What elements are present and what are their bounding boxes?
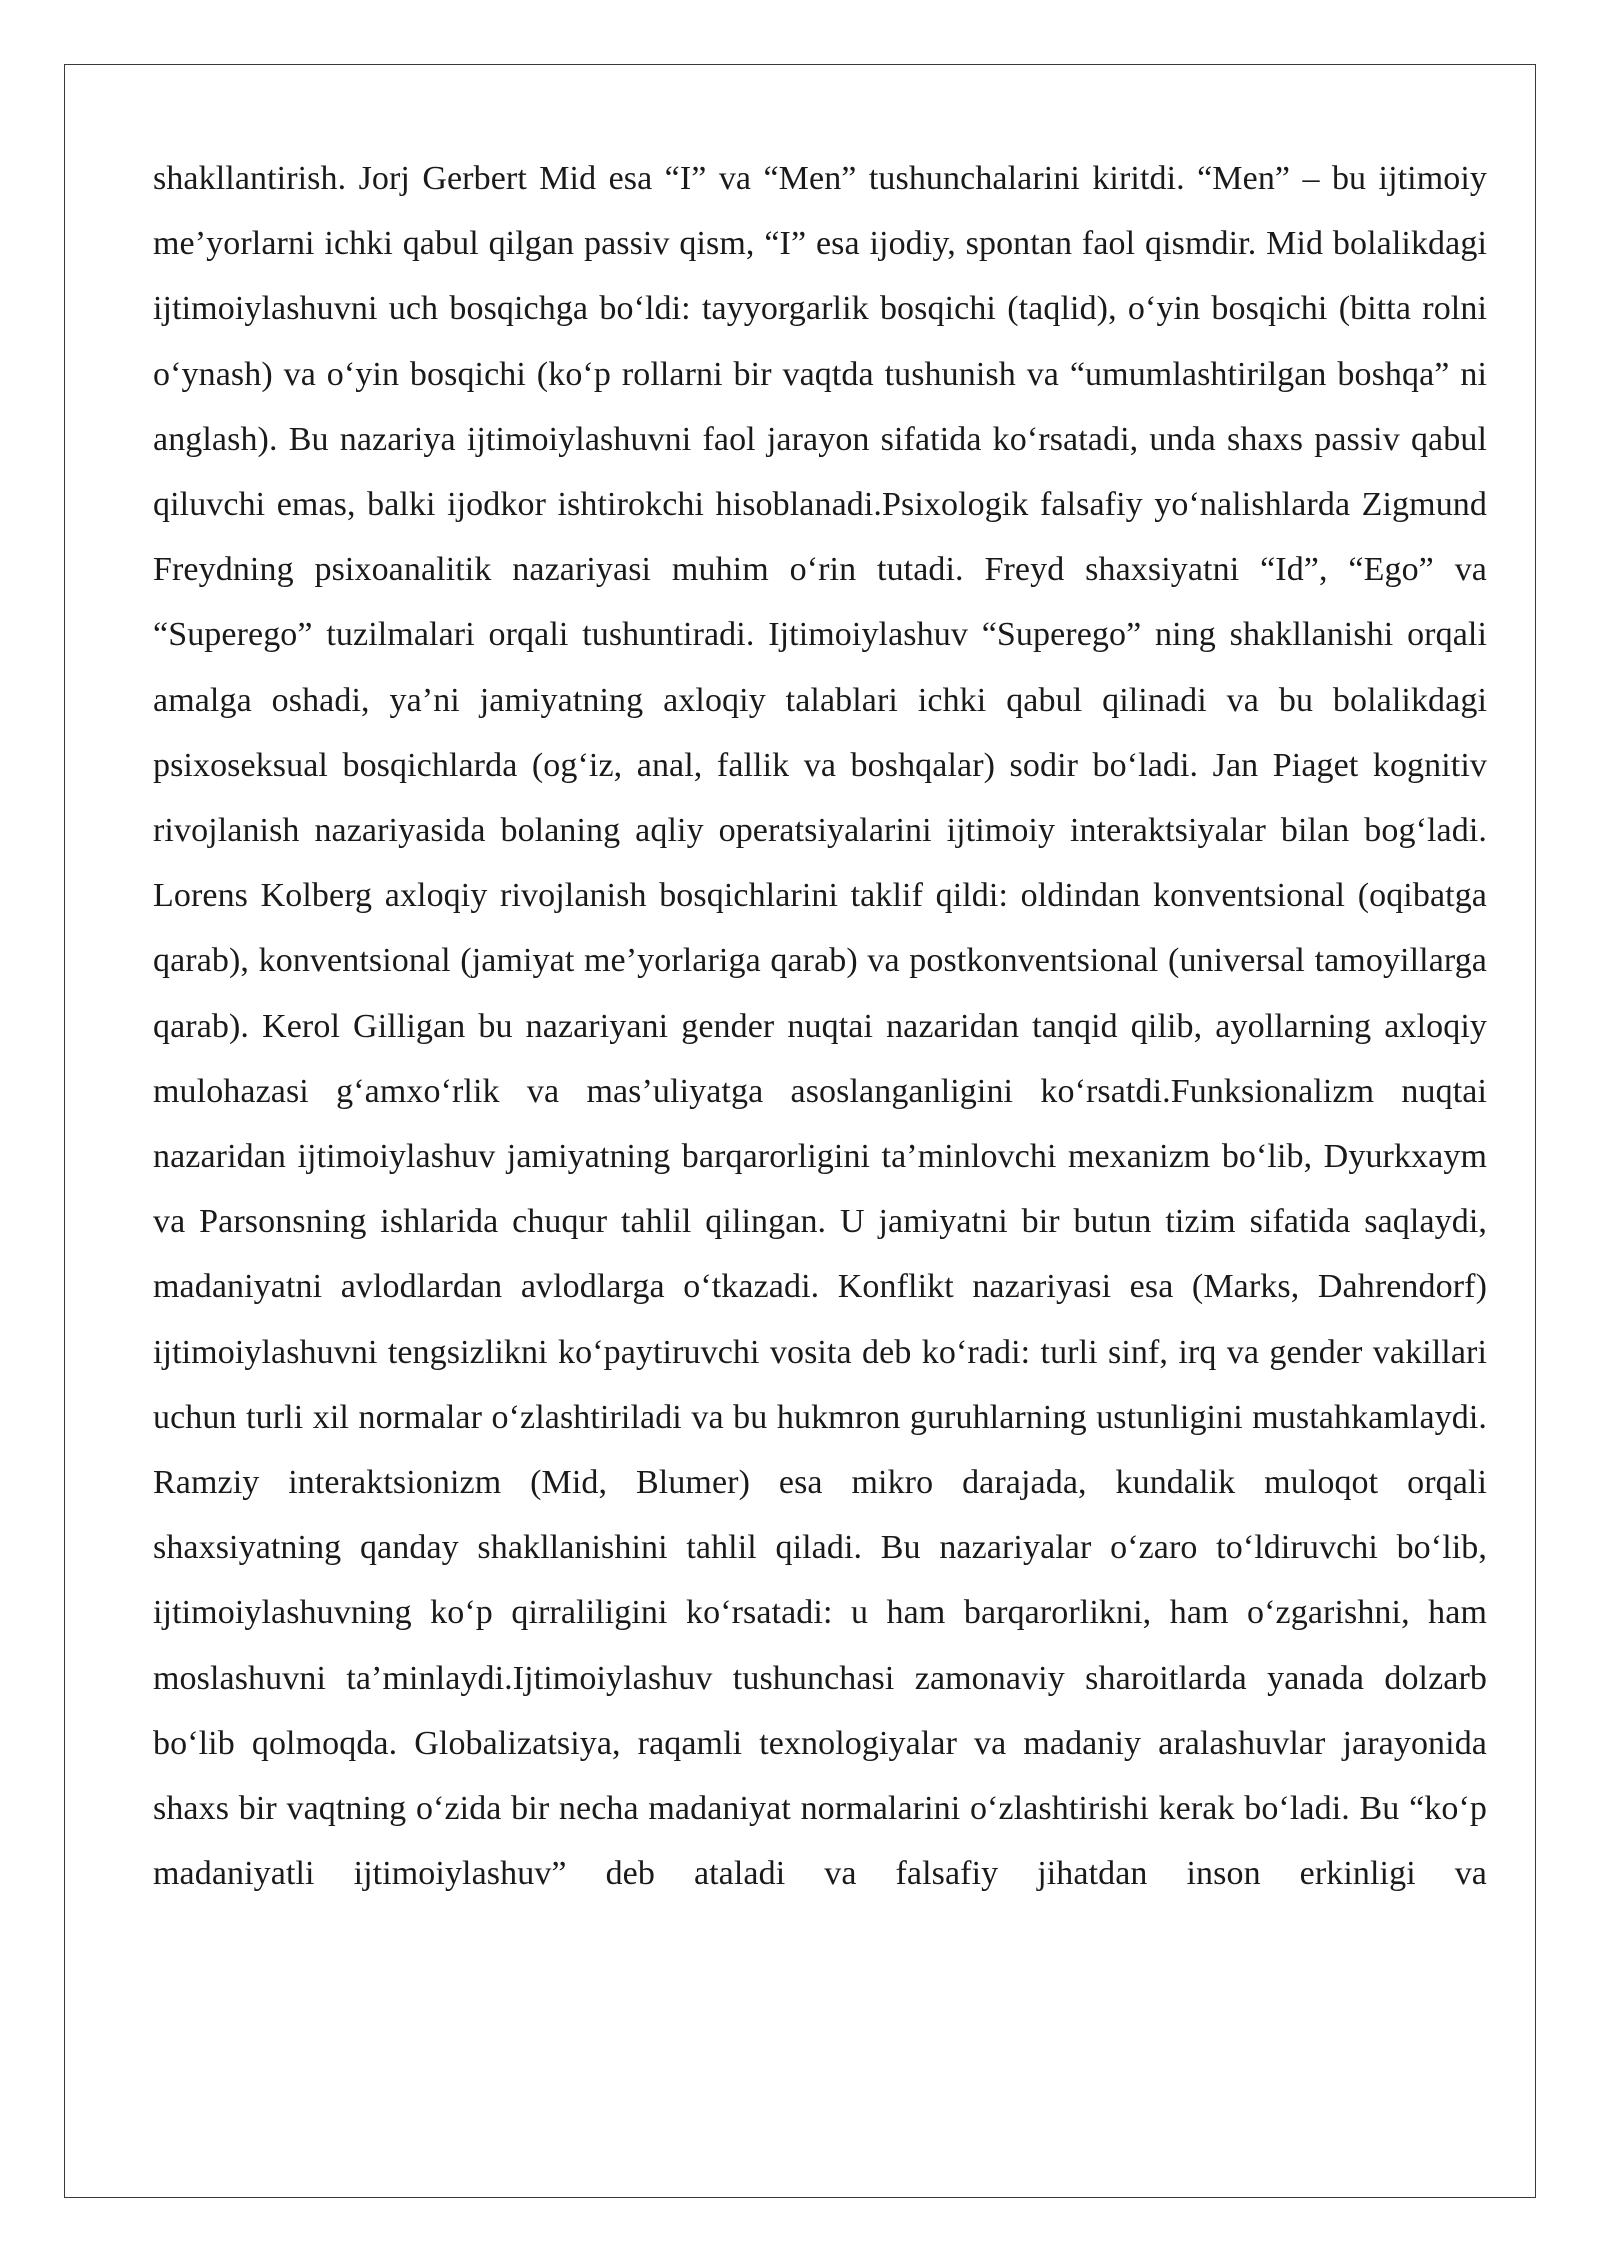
body-paragraph: shakllantirish. Jorj Gerbert Mid esa “I” va “Men” tushunchalarini kiritdi. “Men” – bu ijtimoiy me’yorlarni ichki qabul qilgan passiv qism, “I” esa ijodiy, spontan faol qismdir. Mid bolalikdagi ijtimoiylashuvni uch bosqichga bo‘ldi: tayyorgarlik bosqichi (taqlid), o‘yin bosqichi (bitta rolni o‘ynash) va o‘yin bosqichi (ko‘p rollarni bir vaqtda tushunish va “umumlashtirilgan boshqa” ni anglash). Bu nazariya ijtimoiylashuvni faol jarayon sifatida ko‘rsatadi, unda shaxs passiv qabul qiluvchi emas, balki ijodkor ishtirokchi hisoblanadi.Psixologik falsafiy yo‘nalishlarda Zigmund Freydning psixoanalitik nazariyasi muhim o‘rin tutadi. Freyd shaxsiyatni “Id”, “Ego” va “Superego” tuzilmalari orqali tushuntiradi. Ijtimoiylashuv “Superego” ning shakllanishi orqali amalga oshadi, ya’ni jamiyatning axloqiy talablari ichki qabul qilinadi va bu bolalikdagi psixoseksual bosqichlarda (og‘iz, anal, fallik va boshqalar) sodir bo‘ladi. Jan Piaget kognitiv rivojlanish nazariyasida bolaning aqliy operatsiyalarini ijtimoiy interaktsiyalar bilan bog‘ladi. Lorens Kolberg axloqiy rivojlanish bosqichlarini taklif qildi: oldindan konventsional (oqibatga qarab), konventsional (jamiyat me’yorlariga qarab) va postkonventsional (universal tamoyillarga qarab). Kerol Gilligan bu nazariyani gender nuqtai nazaridan tanqid qilib, ayollarning axloqiy mulohazasi g‘amxo‘rlik va mas’uliyatga asoslanganligini ko‘rsatdi.Funksionalizm nuqtai nazaridan ijtimoiylashuv jamiyatning barqarorligini ta’minlovchi mexanizm bo‘lib, Dyurkxaym va Parsonsning ishlarida chuqur tahlil qilingan. U jamiyatni bir butun tizim sifatida saqlaydi, madaniyatni avlodlardan avlodlarga o‘tkazadi. Konflikt nazariyasi esa (Marks, Dahrendorf) ijtimoiylashuvni tengsizlikni ko‘paytiruvchi vosita deb ko‘radi: turli sinf, irq va gender vakillari uchun turli xil normalar o‘zlashtiriladi va bu hukmron guruhlarning ustunligini mustahkamlaydi. Ramziy interaktsionizm (Mid, Blumer) esa mikro darajada, kundalik muloqot orqali shaxsiyatning qanday shakllanishini tahlil qiladi. Bu nazariyalar o‘zaro to‘ldiruvchi bo‘lib, ijtimoiylashuvning ko‘p qirraliligini ko‘rsatadi: u ham barqarorlikni, ham o‘zgarishni, ham moslashuvni ta’minlaydi.Ijtimoiylashuv tushunchasi zamonaviy sharoitlarda yanada dolzarb bo‘lib qolmoqda. Globalizatsiya, raqamli texnologiyalar va madaniy aralashuvlar jarayonida shaxs bir vaqtning o‘zida bir necha madaniyat normalarini o‘zlashtirishi kerak bo‘ladi. Bu “ko‘p madaniyatli ijtimoiylashuv” deb ataladi va falsafiy jihatdan inson erkinligi va [153,160,1487,1893]
